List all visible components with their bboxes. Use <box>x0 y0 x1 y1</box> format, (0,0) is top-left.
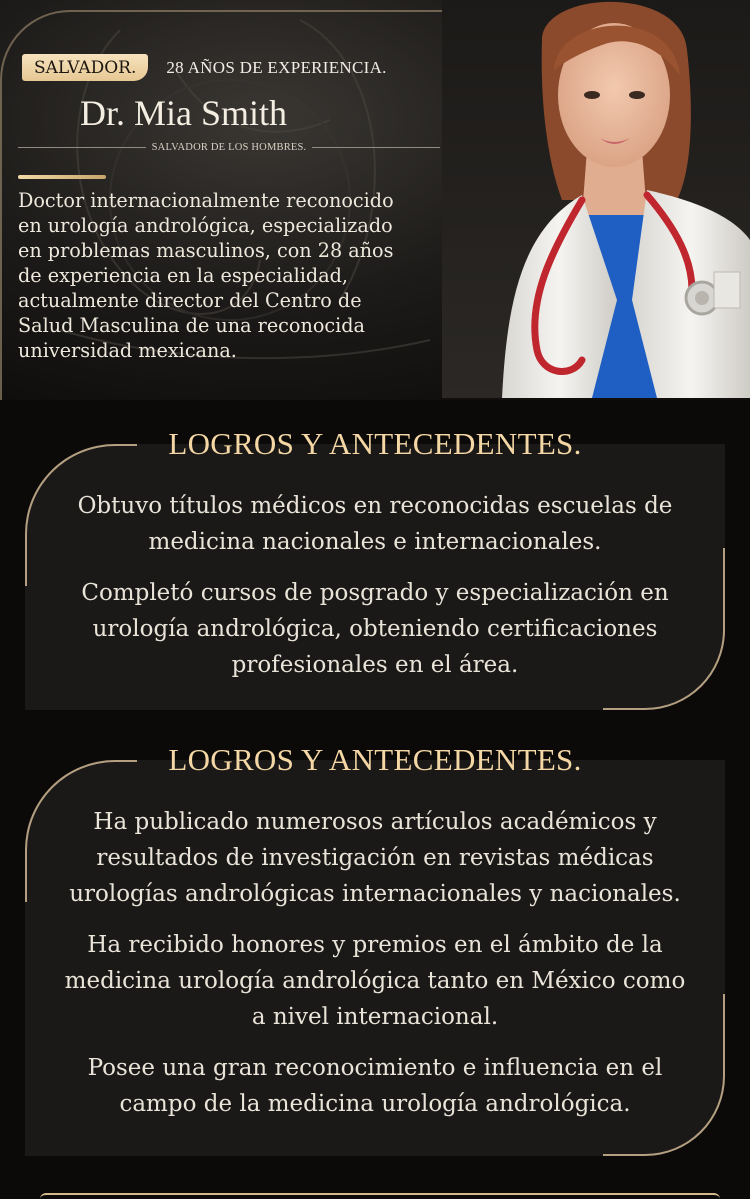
bio-line: en problemas masculinos, con 28 años <box>18 239 394 262</box>
bio-line: Salud Masculina de una reconocida <box>18 314 365 337</box>
doctor-portrait <box>442 0 750 398</box>
paragraph-line: Obtuvo títulos médicos en reconocidas escuelas de <box>77 493 673 519</box>
achievement-paragraph <box>35 488 715 560</box>
subtitle: SALVADOR DE LOS HOMBRES. <box>151 142 307 153</box>
paragraph-line: resultados de investigación en revistas médicas <box>96 845 654 871</box>
achievement-paragraph <box>35 927 715 1035</box>
paragraph-line: medicina nacionales e internacionales. <box>148 529 602 555</box>
paragraph-line: medicina urología andrológica tanto en México como <box>64 968 686 994</box>
paragraph-line: urologías andrológicas internacionales y nacionales. <box>69 881 681 907</box>
next-card-edge <box>40 1193 720 1199</box>
paragraph-line: urología andrológica, obteniendo certificaciones <box>92 616 658 642</box>
hero-tag-row <box>22 54 387 81</box>
paragraph-line: campo de la medicina urología andrológica. <box>119 1091 631 1117</box>
bio-line: universidad mexicana. <box>18 339 237 362</box>
section-title: LOGROS Y ANTECEDENTES. <box>168 426 582 461</box>
paragraph-line: Posee una gran reconocimiento e influencia en el <box>87 1055 663 1081</box>
hero-banner <box>0 0 750 400</box>
doctor-name: Dr. Mia Smith <box>80 93 288 133</box>
divider-left <box>18 147 146 148</box>
paragraph-line: Ha recibido honores y premios en el ámbito de la <box>87 932 663 958</box>
achievement-paragraph <box>35 804 715 912</box>
section-title: LOGROS Y ANTECEDENTES. <box>168 742 582 777</box>
paragraph-line: Ha publicado numerosos artículos académicos y <box>93 809 657 835</box>
paragraph-line: a nivel internacional. <box>251 1004 499 1030</box>
paragraph-line: profesionales en el área. <box>231 652 519 678</box>
paragraph-line: Completó cursos de posgrado y especialización en <box>81 580 669 606</box>
savior-tag: SALVADOR. <box>22 54 148 81</box>
doctor-bio <box>18 188 448 363</box>
gold-accent-bar <box>18 175 106 179</box>
divider-right <box>312 147 440 148</box>
subtitle-row <box>18 142 440 153</box>
achievement-paragraph <box>35 575 715 683</box>
experience-label: 28 AÑOS DE EXPERIENCIA. <box>166 57 387 77</box>
bio-line: actualmente director del Centro de <box>18 289 362 312</box>
bio-line: en urología andrológica, especializado <box>18 214 393 237</box>
bio-line: Doctor internacionalmente reconocido <box>18 189 394 212</box>
achievement-paragraph <box>35 1050 715 1122</box>
bio-line: de experiencia en la especialidad, <box>18 264 349 287</box>
